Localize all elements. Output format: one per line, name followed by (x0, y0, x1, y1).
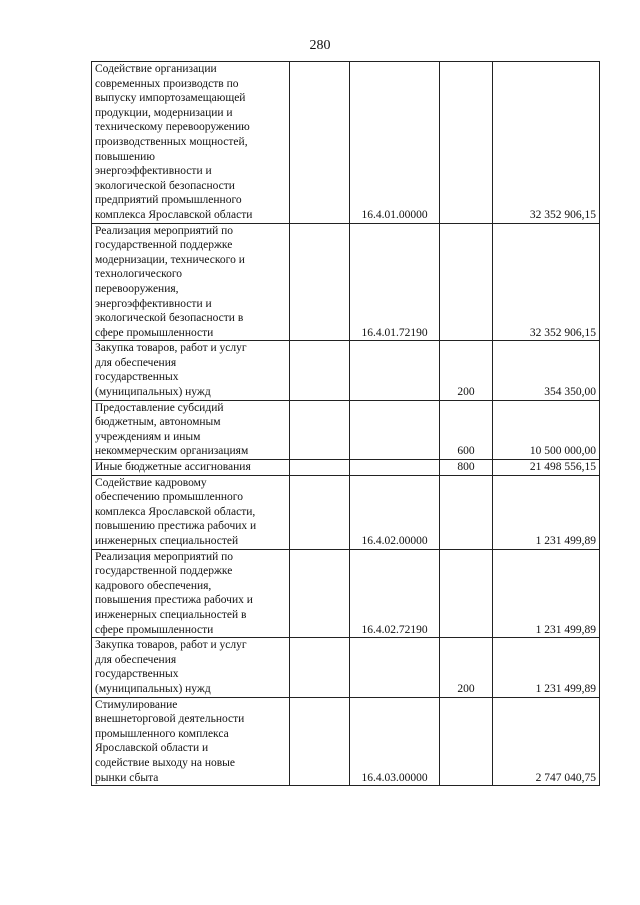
table-row (92, 638, 600, 697)
row-empty-cell (290, 62, 350, 224)
table-row (92, 697, 600, 786)
row-code (350, 460, 440, 476)
row-empty-cell (290, 400, 350, 459)
row-empty-cell (290, 697, 350, 786)
row-code (350, 400, 440, 459)
table-row (92, 549, 600, 638)
table-row (92, 460, 600, 476)
row-expense-type: 800 (440, 460, 493, 476)
row-empty-cell (290, 341, 350, 400)
row-empty-cell (290, 223, 350, 341)
row-name-cell (92, 475, 290, 549)
row-code: 16.4.02.72190 (350, 549, 440, 638)
row-code: 16.4.01.00000 (350, 62, 440, 224)
row-amount: 32 352 906,15 (493, 223, 600, 341)
table-row (92, 62, 600, 224)
row-expense-type (440, 549, 493, 638)
row-expense-type (440, 62, 493, 224)
row-code: 16.4.03.00000 (350, 697, 440, 786)
row-name: Закупка товаров, работ и услуг для обеспечения государственных (муниципальных) нужд (95, 342, 247, 399)
row-empty-cell (290, 638, 350, 697)
row-amount: 2 747 040,75 (493, 697, 600, 786)
table-row (92, 400, 600, 459)
row-amount: 32 352 906,15 (493, 62, 600, 224)
row-name: Содействие кадровому обеспечению промышленного комплекса Ярославской области, повышению престижа рабочих и инженерных специальностей (95, 476, 257, 547)
row-expense-type: 600 (440, 400, 493, 459)
row-name-cell (92, 62, 290, 224)
row-name: Реализация мероприятий по государственной поддержке кадрового обеспечения, повышения престижа рабочих и инженерных специальностей в сфере промышленности (95, 550, 253, 636)
row-name: Стимулирование внешнеторговой деятельности промышленного комплекса Ярославской области и содействие выходу на новые рынки сбыта (95, 698, 245, 784)
row-name: Содействие организации современных производств по выпуску импортозамещающей продукции, модернизации и техническому перевооружению производственных мощностей, повышению энергоэффективности и экологической безопасности предприятий промышленного комплекса Ярославской области (95, 63, 253, 221)
row-name-cell (92, 400, 290, 459)
row-name-cell (92, 223, 290, 341)
row-name: Реализация мероприятий по государственной поддержке модернизации, технического и технологического перевооружения, энергоэффективности и экологической безопасности в сфере промышленности (95, 224, 245, 339)
row-name-cell (92, 697, 290, 786)
budget-table (91, 61, 600, 786)
page-number: 280 (309, 38, 331, 53)
row-amount: 21 498 556,15 (493, 460, 600, 476)
row-expense-type: 200 (440, 341, 493, 400)
row-expense-type (440, 475, 493, 549)
row-amount: 1 231 499,89 (493, 549, 600, 638)
row-name-cell (92, 341, 290, 400)
row-amount: 354 350,00 (493, 341, 600, 400)
table-row (92, 475, 600, 549)
row-empty-cell (290, 460, 350, 476)
table-row (92, 341, 600, 400)
row-name: Иные бюджетные ассигнования (95, 461, 251, 474)
row-name-cell (92, 460, 290, 476)
row-name: Предоставление субсидий бюджетным, автономным учреждениям и иным некоммерческим организациям (95, 401, 249, 458)
row-expense-type: 200 (440, 638, 493, 697)
row-amount: 1 231 499,89 (493, 475, 600, 549)
row-amount: 10 500 000,00 (493, 400, 600, 459)
row-amount: 1 231 499,89 (493, 638, 600, 697)
row-empty-cell (290, 475, 350, 549)
row-name-cell (92, 638, 290, 697)
row-name-cell (92, 549, 290, 638)
row-expense-type (440, 697, 493, 786)
row-name: Закупка товаров, работ и услуг для обеспечения государственных (муниципальных) нужд (95, 639, 247, 695)
row-empty-cell (290, 549, 350, 638)
row-expense-type (440, 223, 493, 341)
row-code (350, 341, 440, 400)
row-code: 16.4.02.00000 (350, 475, 440, 549)
table-row (92, 223, 600, 341)
row-code (350, 638, 440, 697)
row-code: 16.4.01.72190 (350, 223, 440, 341)
